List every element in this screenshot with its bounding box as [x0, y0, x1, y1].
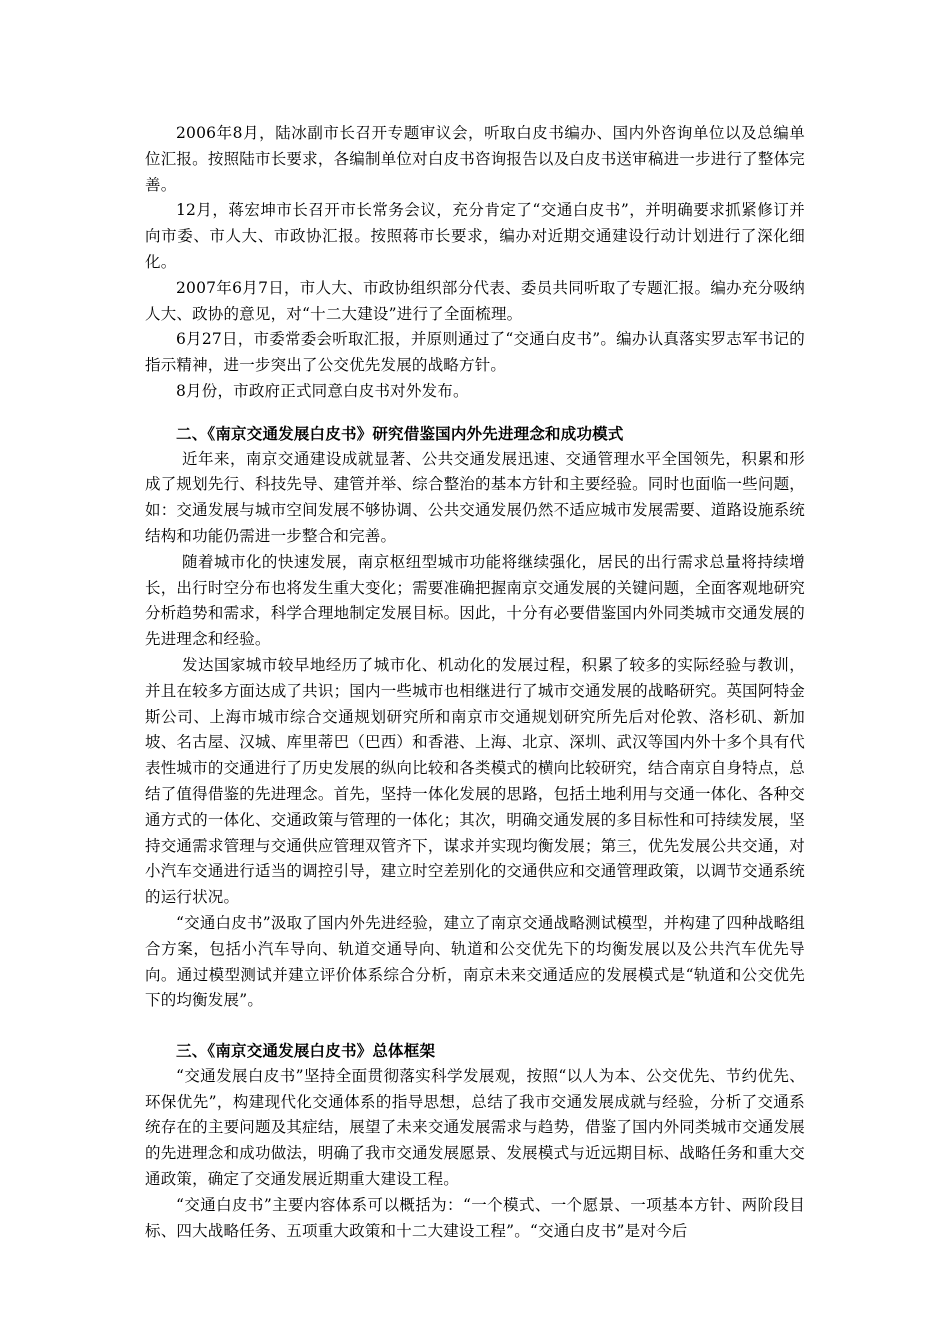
spacer: [145, 1014, 805, 1038]
spacer: [145, 405, 805, 421]
paragraph-strategy-model: “交通白皮书”汲取了国内外先进经验，建立了南京交通战略测试模型，并构建了四种战略组合方案，包括小汽车导向、轨道交通导向、轨道和公交优先下的均衡发展以及公共汽车优先导向。通过模型测试并建立评价体系综合分析，南京未来交通适应的发展模式是“轨道和公交优先下的均衡发展”。: [145, 913, 805, 1010]
paragraph-august-release: 8月份，市政府正式同意白皮书对外发布。: [176, 381, 469, 400]
paragraph-developed-countries: 发达国家城市较早地经历了城市化、机动化的发展过程，积累了较多的实际经验与教训，并且在较多方面达成了共识；国内一些城市也相继进行了城市交通发展的战略研究。英国阿特金斯公司、上海市城市综合交通规划研究所和南京市交通规划研究所先后对伦敦、洛杉矶、新加坡、名古屋、汉城、库里蒂巴（巴西）和香港、上海、北京、深圳、武汉等国内外十多个具有代表性城市的交通进行了历史发展的纵向比较和各类模式的横向比较研究，结合南京自身特点，总结了值得借鉴的先进理念。首先，坚持一体化发展的思路，包括土地利用与交通一体化、各种交通方式的一体化、交通政策与管理的一体化；其次，明确交通发展的多目标性和可持续发展，坚持交通需求管理与交通供应管理双管齐下，谋求并实现均衡发展；第三，优先发展公共交通，对小汽车交通进行适当的调控引导，建立时空差别化的交通供应和交通管理政策，以调节交通系统的运行状况。: [145, 655, 805, 907]
paragraph-framework-overview: “交通发展白皮书”坚持全面贯彻落实科学发展观，按照“以人为本、公交优先、节约优先、环保优先”，构建现代化交通体系的指导思想，总结了我市交通发展成就与经验，分析了交通系统存在的主要问题及其症结，展望了未来交通发展需求与趋势，借鉴了国内外同类城市交通发展的先进理念和成功做法，明确了我市交通发展愿景、发展模式与近远期目标、战略任务和重大交通政策，确定了交通发展近期重大建设工程。: [145, 1066, 805, 1189]
paragraph-2007-june-7: 2007年6月7日，市人大、市政协组织部分代表、委员共同听取了专题汇报。编办充分吸纳人大、政协的意见，对“十二大建设”进行了全面梳理。: [145, 278, 805, 323]
document-page: [145, 121, 805, 1244]
paragraph-urbanization: 随着城市化的快速发展，南京枢纽型城市功能将继续强化，居民的出行需求总量将持续增长，出行时空分布也将发生重大变化；需要准确把握南京交通发展的关键问题，全面客观地研究分析趋势和需求，科学合理地制定发展目标。因此，十分有必要借鉴国内外同类城市交通发展的先进理念和经验。: [145, 552, 805, 649]
section-heading-2: 二、《南京交通发展白皮书》研究借鉴国内外先进理念和成功模式: [176, 423, 624, 443]
paragraph-recent-years: 近年来，南京交通建设成就显著、公共交通发展迅速、交通管理水平全国领先，积累和形成了规划先行、科技先导、建管并举、综合整治的基本方针和主要经验。同时也面临一些问题，如：交通发展与城市空间发展不够协调、公共交通发展仍然不适应城市发展需要、道路设施系统结构和功能仍需进一步整合和完善。: [145, 449, 805, 545]
paragraph-2006-august: 2006年8月，陆冰副市长召开专题审议会，听取白皮书编办、国内外咨询单位以及总编单位汇报。按照陆市长要求，各编制单位对白皮书咨询报告以及白皮书送审稿进一步进行了整体完善。: [145, 124, 805, 194]
paragraph-content-system: “交通白皮书”主要内容体系可以概括为：“一个模式、一个愿景、一项基本方针、两阶段目标、四大战略任务、五项重大政策和十二大建设工程”。“交通白皮书”是对今后: [145, 1195, 805, 1240]
section-heading-3: 三、《南京交通发展白皮书》总体框架: [176, 1041, 436, 1061]
paragraph-december: 12月，蒋宏坤市长召开市长常务会议，充分肯定了“交通白皮书”，并明确要求抓紧修订并向市委、市人大、市政协汇报。按照蒋市长要求，编办对近期交通建设行动计划进行了深化细化。: [145, 201, 805, 271]
paragraph-june-27: 6月27日，市委常委会听取汇报，并原则通过了“交通白皮书”。编办认真落实罗志军书记的指示精神，进一步突出了公交优先发展的战略方针。: [145, 330, 805, 375]
